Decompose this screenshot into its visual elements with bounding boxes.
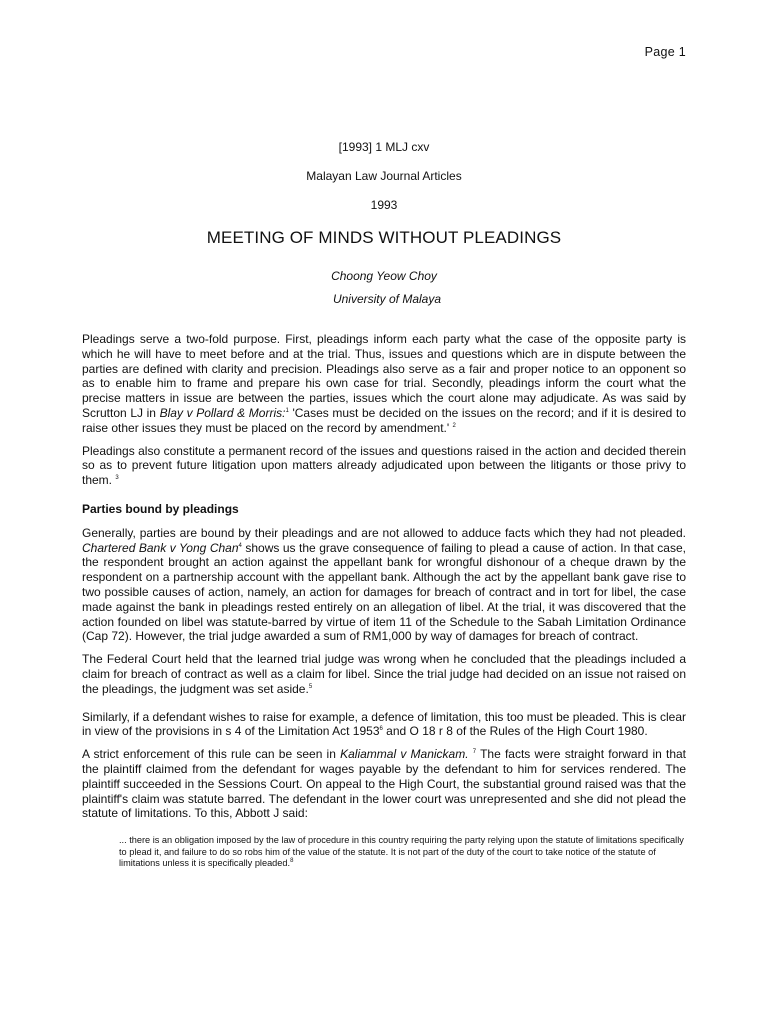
footnote-ref: 6 (379, 726, 383, 733)
block-quote: ... there is an obligation imposed by the law of procedure in this country requiring the party relying upon the statute of limitations specifically to plead it, and failure to do so robs him of the value of the statute. It is not part of the duty of the court to take notice of the statute of limitations unless it is specifically pleaded.$^8$ (119, 835, 684, 869)
article-body (82, 332, 686, 870)
case-name: Blay v Pollard & Morris: (159, 405, 286, 420)
footnote-ref: 5 (308, 683, 313, 690)
publication-year: 1993 (370, 198, 398, 212)
paragraph-limitation: Similarly, if a defendant wishes to raise for example, a defence of limitation, this too must be pleaded. This is clear in view of the provisions in s 4 of the Limitation Act 1953$^6$ and O 18 r 8 of the Rules of the High Court 1980. (82, 709, 686, 739)
paragraph-bound: Generally, parties are bound by their pleadings and are not allowed to adduce facts which they had not pleaded. Chartered Bank v Yong Chan$^4$ shows us the grave consequence of failing to plead a cause of action. In that case, the respondent brought an action against the appellant bank for wrongful dishonour of a cheque drawn by the respondent on a partnership account with the appellant bank. Although the act by the appellant bank gave rise to two possible causes of action, namely, an action for damages for breach of contract and in tort for libel, the case made against the bank in pleadings rested entirely on an allegation of libel. At the trial, it was discovered that the action founded on libel was statute-barred by virtue of item 11 of the Schedule to the Sabah Limitation Ordinance (Cap 72). However, the trial judge awarded a sum of RM1,000 by way of damages for breach of contract. (82, 525, 686, 644)
page-number: Page 1 (644, 45, 686, 59)
author-affiliation: University of Malaya (332, 292, 442, 306)
footnote-ref: 2 (452, 422, 456, 429)
journal-name: Malayan Law Journal Articles (306, 169, 462, 183)
footnote-ref: 3 (115, 475, 119, 482)
paragraph-purpose: Pleadings serve a two-fold purpose. First, pleadings inform each party what the case of the opposite party is which he will have to meet before and at the trial. Thus, issues and questions which are in dispute between the parties are defined with clarity and precision. Pleadings also serve as a fair and proper notice to an opponent so as to enable him to frame and prepare his own case for trial. Secondly, pleadings inform the court what the precise matters in issue are between the parties, issues which the court alone may adjudicate. As was said by Scrutton LJ in Blay v Pollard & Morris:$^1$ 'Cases must be decided on the issues on the record; and if it is desired to raise other issues they must be placed on the record by amendment.' $^2$ (82, 332, 686, 435)
paragraph-federal-court: The Federal Court held that the learned trial judge was wrong when he concluded that the pleadings included a claim for breach of contract as well as a claim for libel. Since the trial judge had decided on an issue not raised on the pleadings, the judgment was set aside.$^5$ (82, 652, 686, 696)
author-name: Choong Yeow Choy (331, 269, 437, 283)
case-name: Chartered Bank v Yong Chan (82, 540, 239, 555)
case-name: Kaliammal v Manickam. (340, 747, 469, 762)
footnote-ref: 1 (285, 407, 289, 414)
section-heading: Parties bound by pleadings (82, 501, 239, 516)
citation: [1993] 1 MLJ cxv (338, 140, 430, 154)
footnote-ref: 8 (290, 858, 294, 865)
article-title: MEETING OF MINDS WITHOUT PLEADINGS (206, 228, 562, 247)
article-header (0, 140, 768, 306)
footnote-ref: 7 (472, 749, 477, 756)
paragraph-record: Pleadings also constitute a permanent record of the issues and questions raised in the action and decided therein so as to prevent future litigation upon matters already adjudicated upon between the litigants or those privy to them. $^3$ (82, 443, 686, 488)
paragraph-enforcement: A strict enforcement of this rule can be seen in Kaliammal v Manickam. $^7$ The facts were straight forward in that the plaintiff claimed from the defendant for wages payable by the defendant to him for services rendered. The plaintiff succeeded in the Sessions Court. On appeal to the High Court, the substantial ground raised was that the plaintiff's claim was statute barred. The defendant in the lower court was unrepresented and she did not plead the statute of limitations. To this, Abbott J said: (82, 747, 687, 821)
footnote-ref: 4 (238, 542, 242, 549)
